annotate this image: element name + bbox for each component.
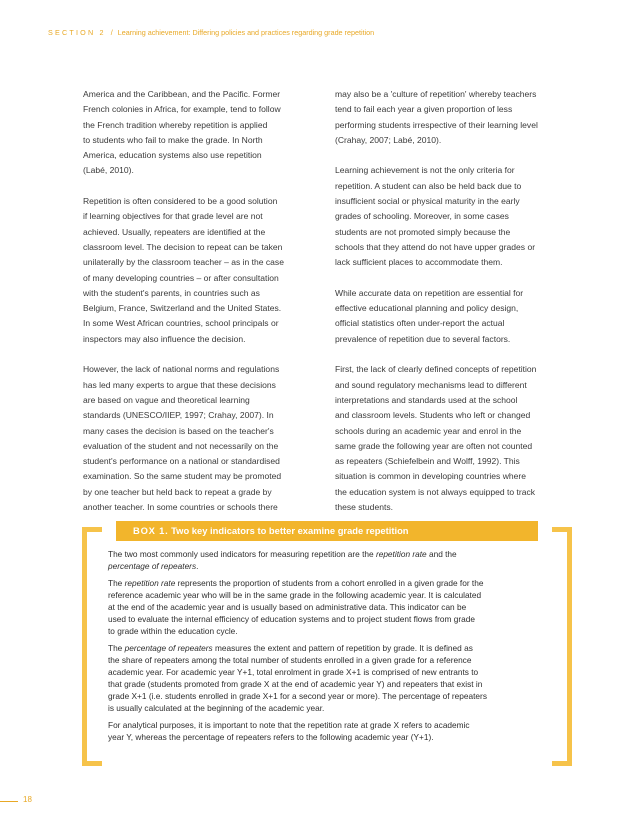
text-line: of many developing countries – or after consultation: [83, 272, 279, 283]
text-line: performing students irrespective of their learning level: [335, 119, 538, 130]
text-line: evaluation of the student and not necessarily on the: [83, 440, 279, 451]
emphasis-term: percentage of repeaters: [108, 560, 197, 571]
text-line: effective educational planning and policy design,: [335, 303, 519, 314]
box-right-bracket: [552, 527, 572, 766]
text-line: (Crahay, 2007; Labé, 2010).: [335, 134, 442, 145]
header-separator: /: [110, 28, 113, 37]
text-line: In some West African countries, school principals or: [83, 318, 279, 329]
text-line: achieved. Usually, repeaters are identified at the: [83, 226, 266, 237]
text-line: may also be a 'culture of repetition' whereby teachers: [335, 89, 537, 99]
box-paragraph: [108, 549, 548, 573]
text-line: at the end of the academic year and is usually based on administrative data. This indicator can be: [108, 602, 467, 613]
box-title: Two key indicators to better examine grade repetition: [171, 525, 409, 536]
text-line: official statistics often under-report the actual: [335, 318, 505, 329]
text-line: (Labé, 2010).: [83, 165, 134, 176]
paragraph: [335, 163, 579, 270]
text-line: repetition. A student can also be held back due to: [335, 180, 522, 191]
text-line: lack sufficient places to accommodate them.: [335, 257, 503, 268]
text-line: America, education systems also use repetition: [83, 150, 262, 161]
text-line: grades of schooling. Moreover, in some cases: [335, 211, 509, 222]
text-line: if learning objectives for that grade level are not: [83, 211, 263, 222]
text-line: to grade within the education cycle.: [108, 625, 238, 636]
text-line: First, the lack of clearly defined concepts of repetition: [335, 364, 537, 375]
text-line: For analytical purposes, it is important to note that the repetition rate at grade X refers to academic: [108, 719, 470, 730]
text-line: the share of repeaters among the total number of students enrolled in a given grade for a reference: [108, 655, 472, 666]
text-line: While accurate data on repetition are essential for: [335, 287, 524, 298]
text-line: has led many experts to argue that these decisions: [83, 379, 276, 390]
text-line: [108, 578, 548, 590]
text-line: schools that they attend do not have upper grades or: [335, 241, 536, 252]
paragraph: [83, 87, 327, 179]
text-line: unilaterally by the classroom teacher – as in the case: [83, 257, 284, 268]
text-line: situation is common in developing countries where: [335, 471, 526, 482]
text-line: schools during an academic year and enrol in the: [335, 425, 522, 436]
paragraph: [83, 362, 327, 515]
text-line: inspectors may also influence the decision.: [83, 333, 246, 344]
text-line: student's performance on a national or standardised: [83, 456, 280, 467]
text-line: same grade the following year are often not counted: [335, 440, 533, 451]
text-line: academic year. For academic year Y+1, total enrolment in grade X+1 is comprised of new entrants to: [108, 666, 479, 677]
text-line: with the student's parents, in countries such as: [83, 287, 260, 298]
box-1: [82, 521, 572, 767]
text-line: insufficient social or physical maturity in the early: [335, 196, 520, 207]
text-line: year Y, whereas the percentage of repeaters refers to the following academic year (Y+1).: [108, 731, 434, 742]
box-paragraph: [108, 720, 548, 744]
text-run: .: [196, 560, 199, 571]
emphasis-term: repetition rate: [124, 578, 176, 589]
text-run: measures the extent and pattern of repetition by grade. It is defined as: [212, 643, 473, 654]
text-line: to students who fail to make the grade. In North: [83, 134, 263, 145]
text-line: grade X+1 (i.e. students enrolled in grade X+1 for a second year or more). The percentage of repeaters: [108, 690, 487, 701]
emphasis-term: percentage of repeaters: [124, 643, 213, 654]
text-line: is usually calculated at the beginning of the academic year.: [108, 702, 325, 713]
box-body: [108, 549, 548, 749]
left-column: [83, 87, 327, 531]
section-label: SECTION 2: [48, 28, 106, 37]
text-run: represents the proportion of students from a cohort enrolled in a given grade for the: [175, 578, 484, 589]
text-line: [108, 561, 548, 573]
box-label: BOX 1.: [133, 525, 169, 536]
text-line: that grade (students promoted from grade X at the end of academic year Y) and repeaters that exist in: [108, 678, 483, 689]
text-line: the education system is not always equipped to track: [335, 486, 536, 497]
text-line: French colonies in Africa, for example, tend to follow: [83, 104, 281, 115]
text-line: examination. So the same student may be promoted: [83, 471, 282, 482]
right-column: [335, 87, 579, 531]
text-line: classroom level. The decision to repeat can be taken: [83, 241, 283, 252]
paragraph: [335, 286, 579, 347]
text-line: standards (UNESCO/IIEP, 1997; Crahay, 2007). In: [83, 410, 274, 421]
box-paragraph: [108, 643, 548, 714]
text-line: interpretations and standards used at the school: [335, 394, 518, 405]
text-line: the French tradition whereby repetition is applied: [83, 119, 268, 130]
box-paragraph: [108, 578, 548, 638]
text-line: [108, 643, 548, 655]
text-line: students are not promoted simply because the: [335, 226, 511, 237]
page-number: 18: [23, 795, 32, 804]
text-line: [108, 549, 548, 561]
text-line: by one teacher but held back to repeat a grade by: [83, 486, 272, 497]
text-run: The: [108, 578, 125, 589]
text-line: prevalence of repetition due to several factors.: [335, 333, 511, 344]
text-line: Repetition is often considered to be a good solution: [83, 196, 278, 207]
text-line: Learning achievement is not the only criteria for: [335, 165, 515, 176]
paragraph: [335, 362, 579, 515]
paragraph: [83, 194, 327, 347]
text-line: another teacher. In some countries or schools there: [83, 502, 278, 513]
box-left-bracket: [82, 527, 102, 766]
text-line: Belgium, France, Switzerland and the United States.: [83, 303, 282, 314]
text-line: are based on vague and theoretical learning: [83, 394, 250, 405]
text-line: reference academic year who will be in the same grade in the following academic year. It is calculated: [108, 590, 482, 601]
emphasis-term: repetition rate: [375, 549, 427, 559]
text-line: and sound regulatory mechanisms lead to different: [335, 379, 527, 390]
text-line: However, the lack of national norms and regulations: [83, 364, 280, 375]
text-run: The: [108, 643, 125, 654]
text-line: many cases the decision is based on the teacher's: [83, 425, 274, 436]
text-run: and the: [426, 549, 457, 559]
text-line: these students.: [335, 502, 393, 513]
paragraph: [335, 87, 579, 148]
box-title-bar: [116, 521, 538, 541]
text-line: tend to fail each year a given proportion of less: [335, 104, 513, 115]
section-title: Learning achievement: Differing policies and practices regarding grade repetition: [117, 28, 375, 37]
running-header: [48, 28, 608, 37]
text-line: and classroom levels. Students who left or changed: [335, 410, 531, 421]
text-line: as repeaters (Schiefelbein and Wolff, 1992). This: [335, 456, 520, 467]
text-line: America and the Caribbean, and the Pacific. Former: [83, 89, 281, 99]
text-line: used to evaluate the internal efficiency of education systems and to project student flows from grade: [108, 613, 475, 624]
text-run: The two most commonly used indicators for measuring repetition are the: [108, 549, 376, 559]
footer-rule: [0, 801, 18, 802]
